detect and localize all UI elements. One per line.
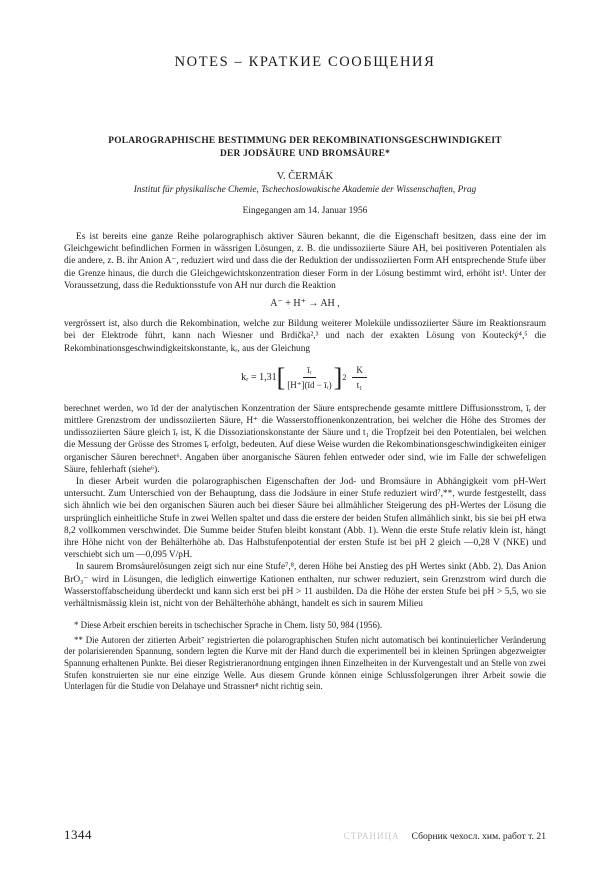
footnotes bbox=[64, 620, 546, 693]
paragraph-4: In dieser Arbeit wurden die polarographischen Eigenschaften der Jod- und Bromsäure in Abhängigkeit vom pH-Wert untersucht. Zum Unterschied von der Behauptung, dass die Jodsäure in einer Stufe reduziert wird⁷,**, wurde festgestellt, dass sich ähnlich wie bei den organischen Säuren auch bei dieser Säure bei allmählicher Steigerung des pH-Wertes der Lösung die ursprünglich einheitliche Stufe in zwei Wellen spaltet und dass die erstere der beiden Stufen allmählich sinkt, bis sie bei pH etwa 8,2 vollkommen verschwindet. Die Summe beider Stufen bleibt konstant (Abb. 1). Wenn die erste Stufe relativ klein ist, hängt ihre Höhe nicht von der Behälterhöhe ab. Das Halbstufenpotential der ersten Stufe ist bei pH 2 gleich —0,28 V (NKE) und verschiebt sich um —0,095 V/pH. bbox=[64, 477, 546, 561]
footnote-1: * Diese Arbeit erschien bereits in tschechischer Sprache in Chem. listy 50, 984 (1956). bbox=[74, 620, 383, 631]
left-bracket: [ bbox=[276, 362, 286, 392]
article-title-line-1: POLAROGRAPHISCHE BESTIMMUNG DER REKOMBINATIONSGESCHWINDIGKEIT bbox=[108, 136, 502, 146]
footnote-2: ** Die Autoren der zitierten Arbeit⁷ registrierten die polarographischen Stufen nicht automatisch bei kontinuierlicher Veränderung der polarisierenden Spannung, sondern legten die Kurve mit der Hand durch die experimentell bei in kleinen Sprüngen abgezweigter Spannung erhaltenen Punkte. Bei dieser Registrieranordnung entgingen ihnen Einzelheiten in der Kurvengestalt und an Stelle von zwei Stufen konstruierten sie nur eine einzige Welle. Aus diesem Grunde können einige Schlussfolgerungen ihrer Arbeit sowie die Unterlagen für die Studie von Delahaye und Strassner⁸ nicht richtig sein. bbox=[64, 634, 546, 692]
faded-stamp: СТРАНИЦА bbox=[343, 831, 400, 841]
formula-lhs: kᵣ = 1,31 bbox=[241, 371, 277, 383]
formula-numerator: īᵣ bbox=[303, 364, 316, 378]
section-header: NOTES – КРАТКИЕ СООБЩЕНИЯ bbox=[174, 54, 436, 70]
right-bracket: ] bbox=[333, 362, 343, 392]
rate-constant-equation bbox=[64, 361, 546, 395]
formula-fraction-2 bbox=[352, 364, 367, 391]
paragraph-5: In saurem Bromsäurelösungen zeigt sich nur eine Stufe⁷,⁸, deren Höhe bei Anstieg des pH Wertes sinkt (Abb. 2). Das Anion BrO₃⁻ wird in Lösungen, die lediglich einwertige Kationen enthalten, nur schwer reduziert, sein Grenzstrom wird durch die Wasserstoffabscheidung überdeckt und kann sich erst bei pH > 11 ausbilden. Da die Höhe der ersten Stufe bei pH > 5,5, wo sie verhältnismässig klein ist, nicht von der Behälterhöhe abhängt, handelt es sich in saurem Milieu bbox=[64, 562, 546, 610]
article-title-line-2: DER JODSÄURE UND BROMSÄURE* bbox=[219, 148, 391, 159]
institute: Institut für physikalische Chemie, Tschechoslowakische Akademie der Wissenschaften, Prag bbox=[133, 185, 477, 195]
paragraph-2: vergrössert ist, also durch die Rekombination, welche zur Bildung weiterer Moleküle undissoziierter Säure im Reaktionsraum bei der Elektrode führt, kann nach Wiesner und Brdička²,³ und nach der exakten Lösung von Koutecký⁴,⁵ die Rekombinationsgeschwindigkeitskonstante, kᵣ, aus der Gleichung bbox=[64, 319, 546, 354]
journal-reference: Сборник чехосл. хим. работ т. 21 bbox=[411, 831, 546, 842]
page-number: 1344 bbox=[64, 827, 92, 842]
formula-denominator-2: t₁ bbox=[356, 380, 363, 391]
footer-right bbox=[344, 826, 546, 844]
formula-fraction-1 bbox=[287, 364, 331, 391]
formula-denominator: [H⁺](īd − īᵣ) bbox=[287, 380, 332, 391]
article-body bbox=[64, 231, 546, 610]
formula-exponent: 2 bbox=[342, 372, 347, 382]
author: V. ČERMÁK bbox=[276, 171, 334, 182]
paragraph-1: Es ist bereits eine ganze Reihe polarographisch aktiver Säuren bekannt, die die Eigenschaft besitzen, dass eine der im Gleichgewicht befindlichen Formen in wässrigen Lösungen, z. B. die undissoziierte Säure AH, bei positiveren Potentialen als die andere, z. B. ihr Anion A⁻, reduziert wird und dass die der Reduktion der undissoziierten Form AH entsprechende Stufe über die Grenze hinaus, die durch die Gleichgewichtskonzentration dieser Form in der Lösung bestimmt wird, erhöht ist¹. Unter der Voraussetzung, dass die Reduktionsstufe von AH nur durch die Reaktion bbox=[64, 232, 546, 291]
reaction-equation: A⁻ + H⁺ → AH , bbox=[270, 298, 340, 310]
article-title bbox=[64, 135, 546, 160]
formula-numerator-2: K bbox=[352, 364, 367, 378]
received-date: Eingegangen am 14. Januar 1956 bbox=[242, 206, 368, 216]
paragraph-3: berechnet werden, wo īd der der analytischen Konzentration der Säure entsprechende gesamte mittlere Diffusionsstrom, īᵣ der mittlere Grenzstrom der undissoziierten Säure, H⁺ die Wasserstoffionenkonzentration, bei welcher die Höhe des Stromes der undissoziierten Säure gleich īᵣ ist, K die Dissoziationskonstante der Säure und t₁ die Tropfzeit bei den Potentialen, bei welchen die Messung der Grösse des Stromes īᵣ erfolgt, bedeuten. Auf diese Weise wurden die Rekombinationsgeschwindigkeiten einiger organischer Säuren berechnet⁶. Angaben über anorganische Säuren fehlen entweder oder sind, wie im Falle der schwefeligen Säure, fehlerhaft (siehe⁶). bbox=[64, 403, 546, 475]
page-footer bbox=[64, 826, 546, 844]
